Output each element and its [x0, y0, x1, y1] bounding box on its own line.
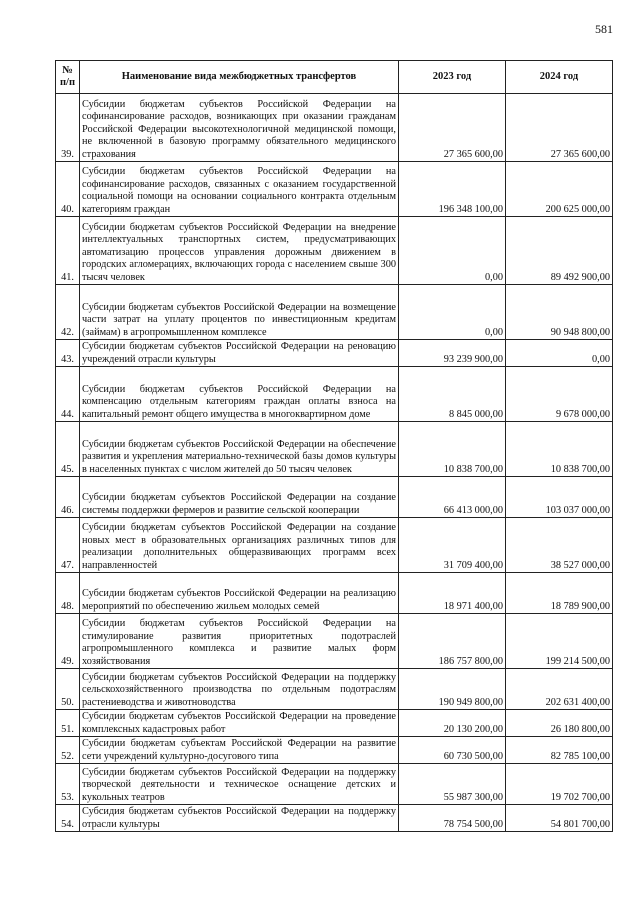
page-number: 581 — [595, 22, 613, 36]
row-amount-2023: 27 365 600,00 — [399, 94, 506, 162]
table-row — [56, 477, 613, 518]
row-amount-2024: 90 948 800,00 — [506, 285, 613, 340]
header-num: № п/п — [56, 61, 80, 94]
row-description: Субсидии бюджетам субъектов Российской Федерации на софинансирование расходов, возникающих при оказании гражданам Российской Федерации высокотехнологичной медицинской помощи, не включенной в базовую программу обязательного медицинского страхования — [80, 94, 399, 162]
row-number: 47. — [56, 518, 80, 573]
header-year-2024: 2024 год — [506, 61, 613, 94]
row-amount-2024: 27 365 600,00 — [506, 94, 613, 162]
row-amount-2023: 0,00 — [399, 285, 506, 340]
row-description: Субсидии бюджетам субъектов Российской Федерации на стимулирование развития приоритетных подотраслей агропромышленного комплекса и развитие малых форм хозяйствования — [80, 614, 399, 669]
row-number: 51. — [56, 710, 80, 737]
row-number: 49. — [56, 614, 80, 669]
row-amount-2023: 8 845 000,00 — [399, 367, 506, 422]
header-name: Наименование вида межбюджетных трансфертов — [80, 61, 399, 94]
row-amount-2024: 103 037 000,00 — [506, 477, 613, 518]
row-amount-2024: 199 214 500,00 — [506, 614, 613, 669]
row-number: 46. — [56, 477, 80, 518]
transfers-table — [55, 60, 613, 832]
row-amount-2023: 10 838 700,00 — [399, 422, 506, 477]
row-number: 53. — [56, 764, 80, 805]
row-number: 39. — [56, 94, 80, 162]
row-amount-2024: 19 702 700,00 — [506, 764, 613, 805]
row-amount-2023: 78 754 500,00 — [399, 805, 506, 832]
row-number: 44. — [56, 367, 80, 422]
row-amount-2023: 55 987 300,00 — [399, 764, 506, 805]
table-row — [56, 710, 613, 737]
row-amount-2023: 186 757 800,00 — [399, 614, 506, 669]
row-amount-2024: 10 838 700,00 — [506, 422, 613, 477]
row-description: Субсидии бюджетам субъектов Российской Федерации на компенсацию отдельным категориям граждан оплаты взноса на капитальный ремонт общего имущества в многоквартирном доме — [80, 367, 399, 422]
row-number: 43. — [56, 340, 80, 367]
row-amount-2024: 26 180 800,00 — [506, 710, 613, 737]
table-row — [56, 573, 613, 614]
row-description: Субсидии бюджетам субъектов Российской Федерации на создание новых мест в образовательных организациях различных типов для реализации дополнительных общеразвивающих программ всех направленностей — [80, 518, 399, 573]
row-amount-2024: 82 785 100,00 — [506, 737, 613, 764]
row-amount-2023: 66 413 000,00 — [399, 477, 506, 518]
table-row — [56, 805, 613, 832]
table-row — [56, 422, 613, 477]
table-row — [56, 737, 613, 764]
row-description: Субсидии бюджетам субъектов Российской Федерации на софинансирование расходов, связанных с оказанием государственной социальной помощи на основании социального контракта отдельным категориям граждан — [80, 162, 399, 217]
row-number: 52. — [56, 737, 80, 764]
table-header-row — [56, 61, 613, 94]
table-row — [56, 285, 613, 340]
row-amount-2023: 196 348 100,00 — [399, 162, 506, 217]
table-row — [56, 94, 613, 162]
row-number: 54. — [56, 805, 80, 832]
row-amount-2024: 9 678 000,00 — [506, 367, 613, 422]
row-amount-2023: 18 971 400,00 — [399, 573, 506, 614]
table-row — [56, 217, 613, 285]
row-amount-2023: 190 949 800,00 — [399, 669, 506, 710]
row-description: Субсидии бюджетам субъектов Российской Федерации на обеспечение развития и укрепления материально-технической базы домов культуры в населенных пунктах с числом жителей до 50 тысяч человек — [80, 422, 399, 477]
row-amount-2023: 60 730 500,00 — [399, 737, 506, 764]
row-number: 40. — [56, 162, 80, 217]
row-description: Субсидии бюджетам субъектов Российской Федерации на создание системы поддержки фермеров и развитие сельской кооперации — [80, 477, 399, 518]
row-amount-2023: 31 709 400,00 — [399, 518, 506, 573]
row-amount-2023: 20 130 200,00 — [399, 710, 506, 737]
row-amount-2023: 0,00 — [399, 217, 506, 285]
row-description: Субсидии бюджетам субъектов Российской Федерации на реализацию мероприятий по обеспечению жильем молодых семей — [80, 573, 399, 614]
table-row — [56, 669, 613, 710]
table-row — [56, 764, 613, 805]
row-description: Субсидии бюджетам субъектам Российской Федерации на развитие сети учреждений культурно-досугового типа — [80, 737, 399, 764]
row-amount-2024: 54 801 700,00 — [506, 805, 613, 832]
row-description: Субсидия бюджетам субъектов Российской Федерации на поддержку отрасли культуры — [80, 805, 399, 832]
row-description: Субсидии бюджетам субъектов Российской Федерации на поддержку сельскохозяйственного производства по отдельным подотраслям растениеводства и животноводства — [80, 669, 399, 710]
row-amount-2024: 200 625 000,00 — [506, 162, 613, 217]
row-amount-2024: 38 527 000,00 — [506, 518, 613, 573]
table-body — [56, 94, 613, 832]
row-number: 50. — [56, 669, 80, 710]
table-row — [56, 518, 613, 573]
row-description: Субсидии бюджетам субъектов Российской Федерации на реновацию учреждений отрасли культуры — [80, 340, 399, 367]
table-row — [56, 614, 613, 669]
table-row — [56, 367, 613, 422]
row-amount-2024: 0,00 — [506, 340, 613, 367]
row-number: 42. — [56, 285, 80, 340]
row-description: Субсидии бюджетам субъектов Российской Федерации на внедрение интеллектуальных транспортных систем, предусматривающих автоматизацию процессов управления дорожным движением в городских агломерациях, включающих города с населением свыше 300 тысяч человек — [80, 217, 399, 285]
row-amount-2023: 93 239 900,00 — [399, 340, 506, 367]
row-amount-2024: 202 631 400,00 — [506, 669, 613, 710]
row-number: 48. — [56, 573, 80, 614]
table-row — [56, 162, 613, 217]
table-row — [56, 340, 613, 367]
row-description: Субсидии бюджетам субъектов Российской Федерации на возмещение части затрат на уплату процентов по инвестиционным кредитам (займам) в агропромышленном комплексе — [80, 285, 399, 340]
row-amount-2024: 18 789 900,00 — [506, 573, 613, 614]
header-year-2023: 2023 год — [399, 61, 506, 94]
row-description: Субсидии бюджетам субъектов Российской Федерации на поддержку творческой деятельности и техническое оснащение детских и кукольных театров — [80, 764, 399, 805]
row-number: 45. — [56, 422, 80, 477]
row-description: Субсидии бюджетам субъектов Российской Федерации на проведение комплексных кадастровых работ — [80, 710, 399, 737]
row-amount-2024: 89 492 900,00 — [506, 217, 613, 285]
row-number: 41. — [56, 217, 80, 285]
